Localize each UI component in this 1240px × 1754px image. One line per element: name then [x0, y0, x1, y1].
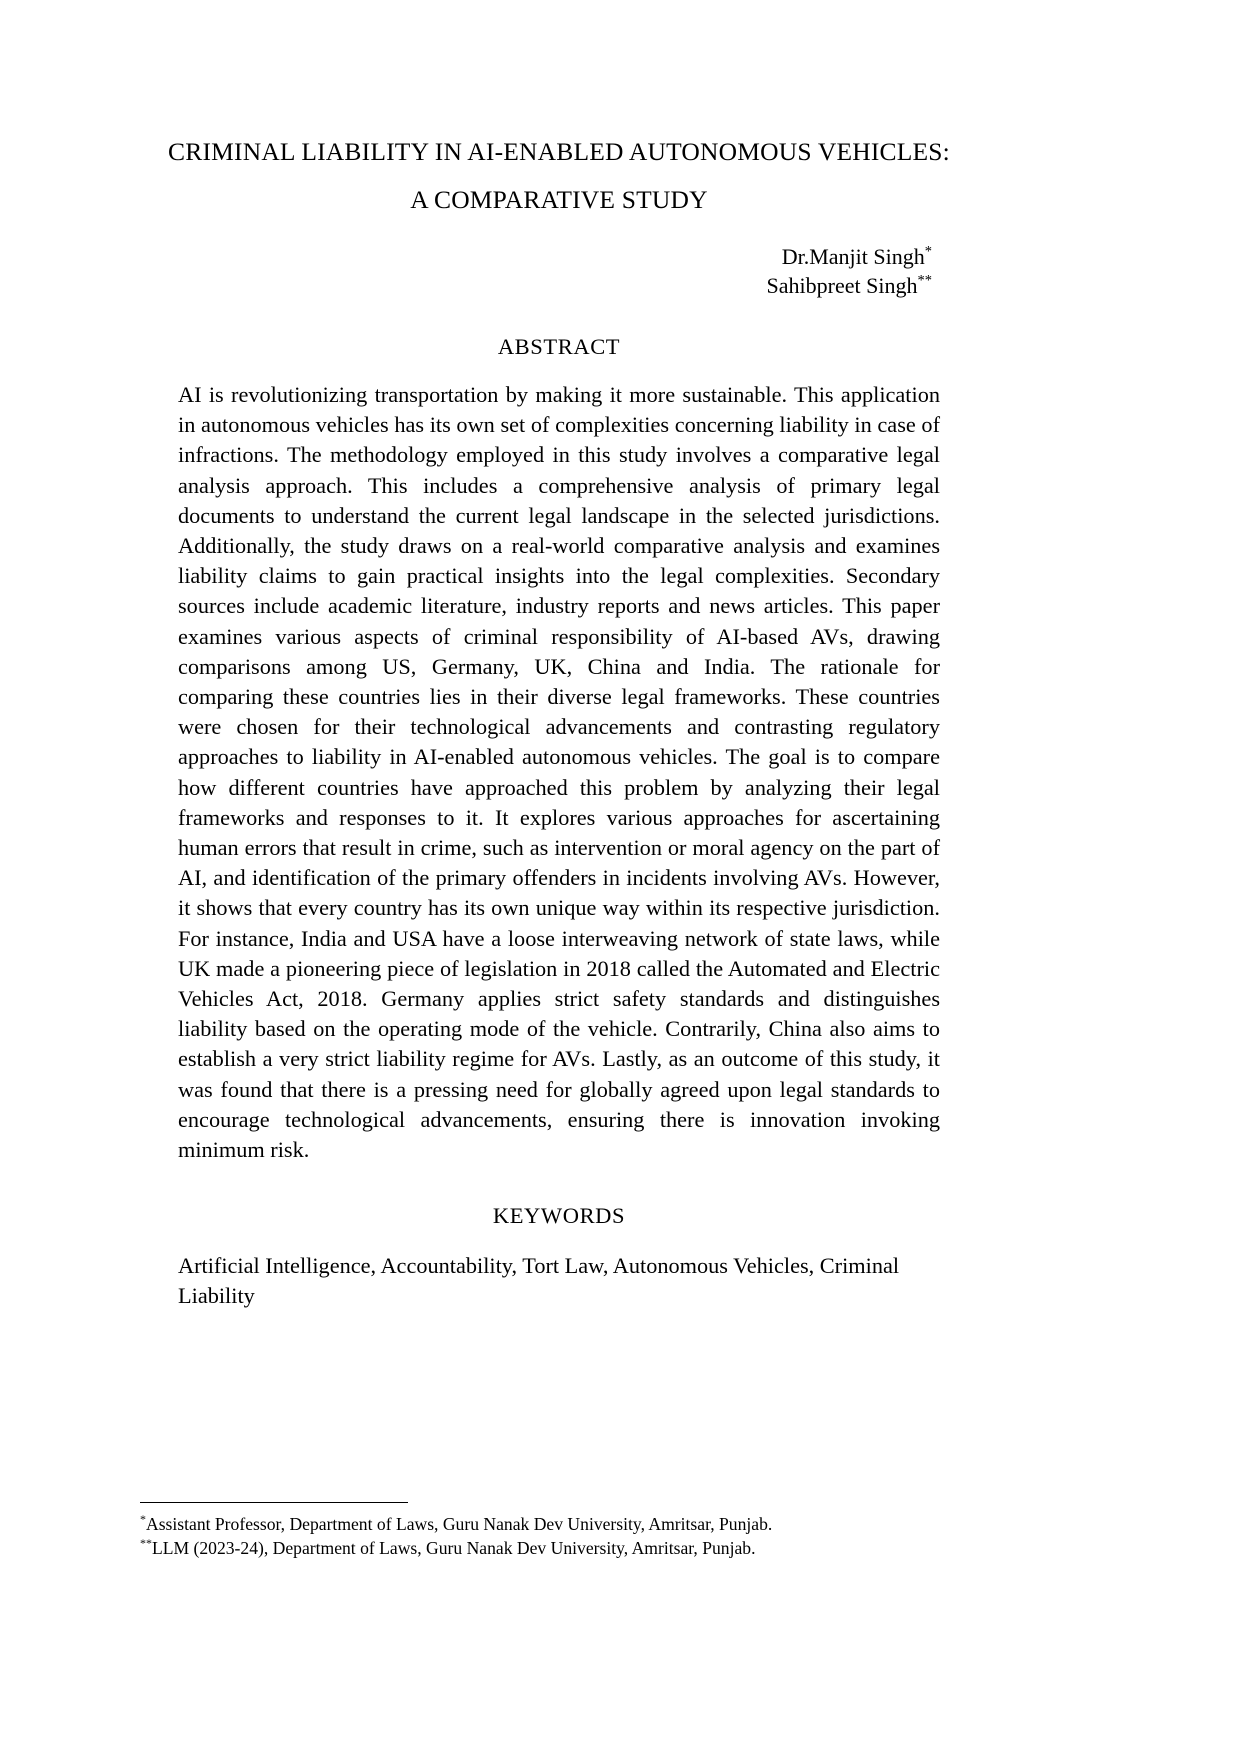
abstract-heading: ABSTRACT — [497, 334, 621, 359]
author-name-1: Dr.Manjit Singh — [781, 244, 925, 269]
author-line-1 — [178, 242, 932, 271]
author-block — [178, 242, 940, 300]
footnote-text-2: LLM (2023-24), Department of Laws, Guru Nanak Dev University, Amritsar, Punjab. — [151, 1538, 756, 1558]
page-content — [168, 0, 950, 1312]
keywords-text: Artificial Intelligence, Accountability, Tort Law, Autonomous Vehicles, Criminal Liability — [178, 1253, 900, 1309]
footnote-marker-1: * — [140, 1512, 146, 1527]
footnote-1 — [140, 1512, 960, 1536]
footnote-area — [140, 1502, 960, 1560]
footnote-text-1: Assistant Professor, Department of Laws, Guru Nanak Dev University, Amritsar, Punjab. — [145, 1514, 773, 1534]
footnote-separator-rule — [140, 1502, 408, 1503]
footnote-2 — [140, 1536, 960, 1560]
title-line-2: A COMPARATIVE STUDY — [410, 185, 708, 214]
abstract-text: AI is revolutionizing transportation by making it more sustainable. This application in autonomous vehicles has its own set of complexities concerning liability in case of infractions. The methodology employed in this study involves a comparative legal analysis approach. This includes a comprehensive analysis of primary legal documents to understand the current legal landscape in the selected jurisdictions. Additionally, the study draws on a real-world comparative analysis and examines liability claims to gain practical insights into the legal complexities. Secondary sources include academic literature, industry reports and news articles. This paper examines various aspects of criminal responsibility of AI-based AVs, drawing comparisons among US, Germany, UK, China and India. The rationale for comparing these countries lies in their diverse legal frameworks. These countries were chosen for their technological advancements and contrasting regulatory approaches to liability in AI-enabled autonomous vehicles. The goal is to compare how different countries have approached this problem by analyzing their legal frameworks and responses to it. It explores various approaches for ascertaining human errors that result in crime, such as intervention or moral agency on the part of AI, and identification of the primary offenders in incidents involving AVs. However, it shows that every country has its own unique way within its respective jurisdiction. For instance, India and USA have a loose interweaving network of state laws, while UK made a pioneering piece of legislation in 2018 called the Automated and Electric Vehicles Act, 2018. Germany applies strict safety standards and distinguishes liability based on the operating mode of the vehicle. Contrarily, China also aims to establish a very strict liability regime for AVs. Lastly, as an outcome of this study, it was found that there is a pressing need for globally agreed upon legal standards to encourage technological advancements, ensuring there is innovation invoking minimum risk. — [178, 382, 940, 1163]
keywords-heading: KEYWORDS — [492, 1203, 626, 1229]
author-footnote-marker-2: ** — [917, 272, 932, 289]
author-footnote-marker-1: * — [924, 243, 932, 260]
title-line-1: CRIMINAL LIABILITY IN AI-ENABLED AUTONOMOUS VEHICLES: — [168, 137, 950, 166]
paper-title — [168, 128, 950, 224]
author-name-2: Sahibpreet Singh — [766, 273, 918, 298]
footnote-marker-2: ** — [140, 1536, 152, 1551]
author-line-2 — [178, 271, 932, 300]
